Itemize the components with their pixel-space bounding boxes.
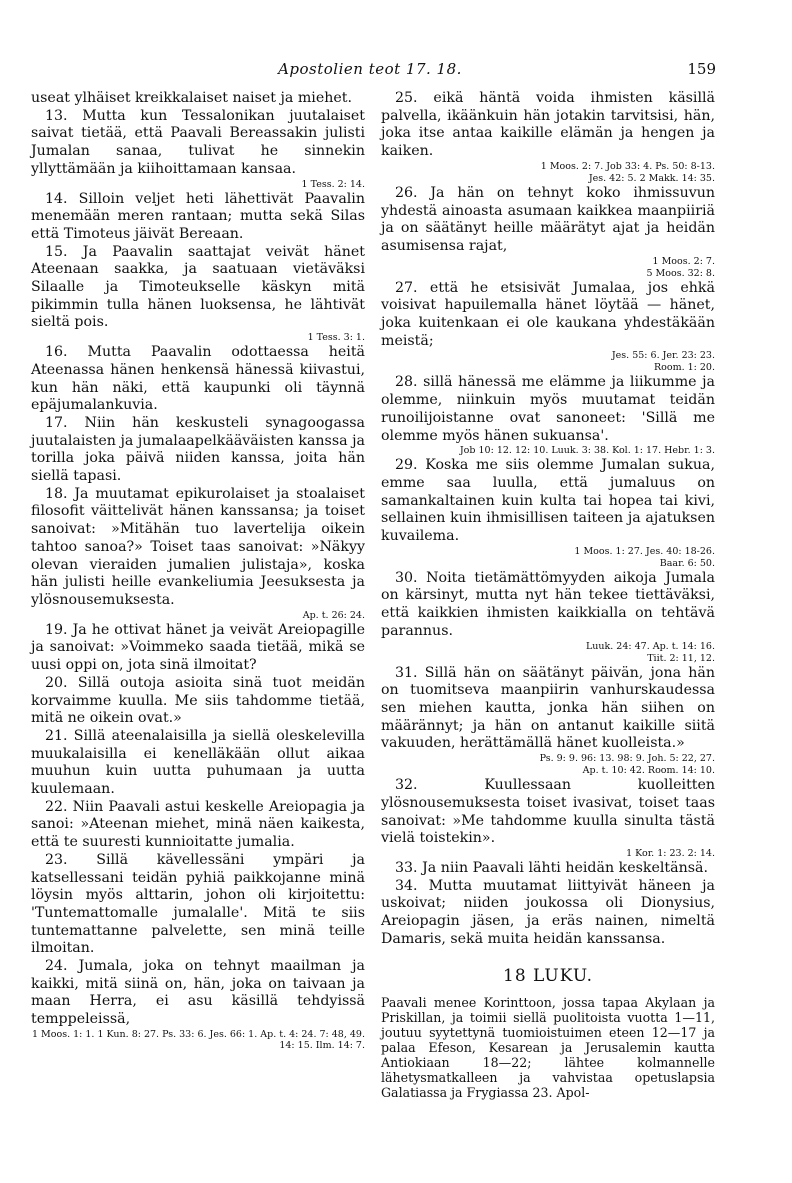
verse-25: 25. eikä häntä voida ihmisten käsillä palvella, ikäänkuin hän jotakin tarvitsisi, hän, joka itse antaa kaikille elämän ja hengen ja kaiken.	[381, 90, 715, 160]
right-column	[381, 90, 715, 1100]
cross-reference: Luuk. 24: 47. Ap. t. 14: 16.	[585, 640, 715, 652]
cross-reference: Jes. 42: 5. 2 Makk. 14: 35.	[588, 172, 715, 184]
chapter-heading: 18 LUKU.	[503, 966, 593, 987]
verse-14: 14. Silloin veljet heti lähettivät Paavalin menemään meren rantaan; mutta sekä Silas että Timoteus jäivät Bereaan.	[31, 190, 365, 242]
verse-28: 28. sillä hänessä me elämme ja liikumme ja olemme, niinkuin myös muutamat teidän runoilijoistanne ovat sanoneet: 'Sillä me olemme myös hänen sukuansa'.	[381, 374, 715, 444]
chapter-summary: Paavali menee Korinttoon, jossa tapaa Akylaan ja Priskillan, ja toimii siellä puolitoista vuotta 1—11, joutuu syytettynä tuomioistuimen eteen 12—17 ja palaa Efeson, Kesarean ja Jerusalemin kautta Antiokiaan 18—22; lähtee kolmannelle lähetysmatkalleen ja vahvistaa opetuslapsia Galatiassa ja Frygiassa 23. Apol-	[381, 995, 715, 1100]
verse-22: 22. Niin Paavali astui keskelle Areiopagia ja sanoi: »Ateenan miehet, minä näen kaikesta, että te suuresti kunnioitatte jumalia.	[31, 798, 365, 851]
verse-13: 13. Mutta kun Tessalonikan juutalaiset saivat tietää, että Paavali Bereassakin julisti Jumalan sanaa, tulivat he sinnekin yllyttämään ja kiihoittamaan kansaa.	[31, 107, 365, 177]
verse-34: 34. Mutta muutamat liittyivät häneen ja uskoivat; niiden joukossa oli Dionysius, Areiopagin jäsen, ja eräs nainen, nimeltä Damaris, sekä muita heidän kanssansa.	[381, 877, 715, 947]
cross-reference: Ap. t. 10: 42. Room. 14: 10.	[582, 765, 715, 777]
verse-17: 17. Niin hän keskusteli synagoogassa juutalaisten ja jumalaapelkääväisten kanssa ja torilla joka päivä niiden kanssa, joita hän siellä tapasi.	[31, 414, 365, 485]
cross-reference: 1 Moos. 2: 7.	[652, 255, 715, 267]
cross-reference: 1 Kor. 1: 23. 2: 14.	[626, 847, 715, 859]
cross-reference: 1 Tess. 2: 14.	[301, 178, 365, 190]
verse-33: 33. Ja niin Paavali lähti heidän keskeltänsä.	[395, 859, 708, 876]
verse-29: 29. Koska me siis olemme Jumalan sukua, emme saa luulla, että jumaluus on samankaltainen kuin kulta tai hopea tai kivi, sellainen kuin ihmisillisen taiteen ja ajatuksen kuvailema.	[381, 457, 715, 545]
verse-32: 32. Kuullessaan kuolleitten ylösnousemuksesta toiset ivasivat, toiset taas sanoivat: »Me tahdomme kuulla sinulta tästä vielä toistekin».	[381, 777, 715, 847]
cross-reference: Baar. 6: 50.	[659, 557, 715, 569]
left-column	[31, 90, 365, 1052]
verse-16: 16. Mutta Paavalin odottaessa heitä Ateenassa hänen henkensä hänessä kiivastui, kun hän näki, että kaupunki oli täynnä epäjumalankuvia.	[31, 344, 365, 414]
cross-reference: 1 Moos. 1: 1. 1 Kun. 8: 27. Ps. 33: 6. Jes. 66: 1. Ap. t. 4: 24. 7: 48, 49. 14: 15. Ilm. 14: 7.	[31, 1028, 365, 1051]
cross-reference: Tiit. 2: 11, 12.	[647, 652, 715, 664]
verse-23: 23. Sillä kävellessäni ympäri ja katsellessani teidän pyhiä paikkojanne minä löysin myös alttarin, johon oli kirjoitettu: 'Tuntemattomalle jumalalle'. Mitä te siis tuntemattanne palvelette, sen minä teille ilmoitan.	[31, 851, 365, 957]
verse-30: 30. Noita tietämättömyyden aikoja Jumala on kärsinyt, mutta nyt hän tekee tiettäväksi, että kaikkien ihmisten kaikkialla on tehtävä parannus.	[381, 569, 715, 639]
verse-19: 19. Ja he ottivat hänet ja veivät Areiopagille ja sanoivat: »Voimmeko saada tietää, mikä se uusi oppi on, jota sinä ilmoitat?	[31, 621, 365, 674]
cross-reference: 1 Moos. 1: 27. Jes. 40: 18-26.	[574, 545, 715, 557]
page-number: 159	[687, 60, 716, 78]
cross-reference: Jes. 55: 6. Jer. 23: 23.	[611, 350, 715, 362]
cross-reference: 5 Moos. 32: 8.	[646, 267, 715, 279]
verse-20: 20. Sillä outoja asioita sinä tuot meidän korvaimme kuulla. Me siis tahdomme tietää, mitä ne oikein ovat.»	[31, 674, 365, 727]
verse-26: 26. Ja hän on tehnyt koko ihmissuvun yhdestä ainoasta asumaan kaikkea maanpiiriä ja on säätänyt heille määrätyt ajat ja heidän asumisensa rajat,	[381, 184, 715, 254]
verse-12-continuation: useat ylhäiset kreikkalaiset naiset ja miehet.	[31, 90, 352, 106]
verse-18: 18. Ja muutamat epikurolaiset ja stoalaiset filosofit väittelivät hänen kanssansa; ja toiset sanoivat: »Mitähän tuo laverteliја oikein tahtoo sanoa?» Toiset taas sanoivat: »Näkyy olevan vieraiden jumalien julistaja», koska hän julisti heille evankeliumia Jeesuksesta ja ylösnousemuksesta.	[31, 485, 365, 608]
verse-27: 27. että he etsisivät Jumalaa, jos ehkä voisivat hapuilemalla hänet löytää — hänet, joka kuitenkaan ei ole kaukana yhdestäkään meistä;	[381, 279, 715, 349]
cross-reference: Job 10: 12. 12: 10. Luuk. 3: 38. Kol. 1: 17. Hebr. 1: 3.	[459, 445, 715, 457]
cross-reference: Room. 1: 20.	[653, 362, 715, 374]
cross-reference: Ap. t. 26: 24.	[302, 609, 365, 621]
running-title: Apostolien teot 17. 18.	[278, 60, 462, 78]
verse-24: 24. Jumala, joka on tehnyt maailman ja kaikki, mitä siinä on, hän, joka on taivaan ja maan Herra, ei asu käsillä tehdyissä temppeleissä,	[31, 958, 365, 1028]
verse-15: 15. Ja Paavalin saattajat veivät hänet Ateenaan saakka, ja saatuaan vietäväksi Silaalle ja Timoteukselle käskyn mitä pikimmin tulla hänen luoksensa, he lähtivät sieltä pois.	[31, 243, 365, 331]
cross-reference: 1 Tess. 3: 1.	[307, 332, 365, 344]
verse-21: 21. Sillä ateenalaisilla ja siellä oleskelevilla muukalaisilla ei kenelläkään ollut aikaa muuhun kuin uutta puhumaan ja uutta kuulemaan.	[31, 727, 365, 798]
running-header	[30, 60, 716, 82]
cross-reference: 1 Moos. 2: 7. Job 33: 4. Ps. 50: 8-13.	[540, 160, 715, 172]
verse-31: 31. Sillä hän on säätänyt päivän, jona hän on tuomitseva maanpiirin vanhurskaudessa sen miehen kautta, jonka hän siihen on määrännyt; ja hän on antanut kaikille siitä vakuuden, herättämällä hänet kuolleista.»	[381, 664, 715, 752]
cross-reference: Ps. 9: 9. 96: 13. 98: 9. Joh. 5: 22, 27.	[539, 753, 715, 765]
